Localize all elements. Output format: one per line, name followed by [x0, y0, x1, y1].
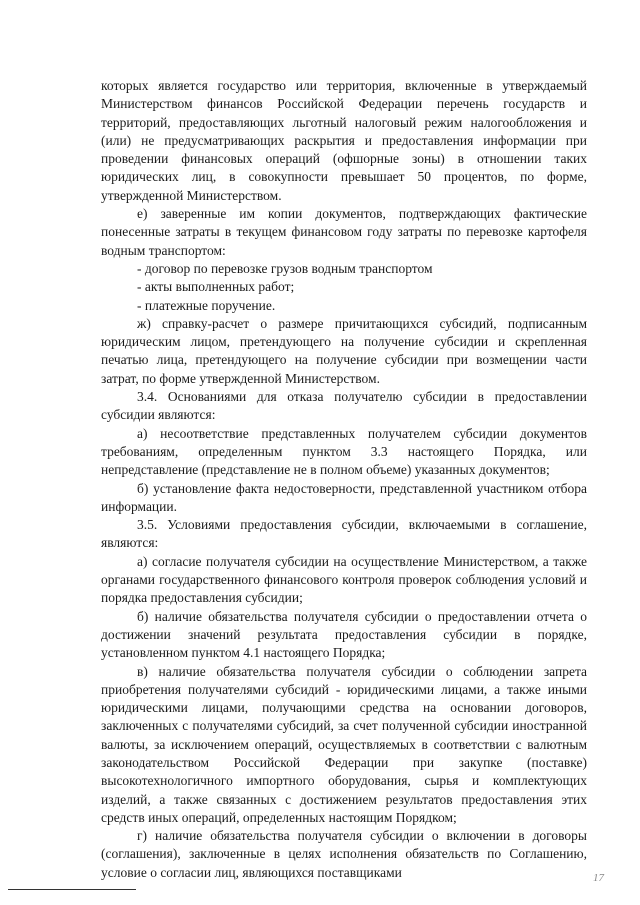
- page-number: 17: [593, 872, 604, 884]
- paragraph-3-4-a: а) несоответствие представленных получателем субсидии документов требованиям, определенным пунктом 3.3 настоящего Порядка, или непредставление (представление не в полном объеме) указанных документов;: [101, 425, 587, 478]
- list-item-contract: - договор по перевозке грузов водным транспортом: [137, 260, 433, 276]
- paragraph-3-5-g: г) наличие обязательства получателя субсидии о включении в договоры (соглашения), заключенные в целях исполнения обязательств по Соглашению, условие о согласии лиц, являющихся поставщиками: [101, 828, 587, 880]
- paragraph-3-5-v: в) наличие обязательства получателя субсидии о соблюдении запрета приобретения получателями субсидий - юридическими лицами, а также иными юридическими лицами, получающими средства на основании договоров, заключенных с получателями субсидий, за счет полученной субсидии иностранной валюты, за исключением операций, осуществляемых в соответствии с валютным законодательством Российской Федерации при закупке (поставке) высокотехнологичного импортного оборудования, сырья и комплектующих изделий, а также связанных с достижением результатов предоставления этих средств иных операций, определенных настоящим Порядком;: [101, 663, 587, 825]
- list-item-payment-orders: - платежные поручение.: [137, 297, 276, 313]
- paragraph-3-5-b: б) наличие обязательства получателя субсидии о предоставлении отчета о достижении значений результата предоставления субсидии в порядке, установленном пунктом 4.1 настоящего Порядка;: [101, 608, 587, 661]
- paragraph-3-5: 3.5. Условиями предоставления субсидии, включаемыми в соглашение, являются:: [101, 517, 587, 551]
- paragraph-3-4-b: б) установление факта недостоверности, представленной участником отбора информации.: [101, 480, 587, 514]
- paragraph-item-zh: ж) справку-расчет о размере причитающихся субсидий, подписанным юридическим лицом, претендующего на получение субсидии и скрепленная печатью лица, претендующего на получение субсидии при возмещении части затрат, по форме утвержденной Министерством.: [101, 315, 587, 386]
- paragraph-item-e: е) заверенные им копии документов, подтверждающих фактические понесенные затраты в текущем финансовом году затраты по перевозке картофеля водным транспортом:: [101, 206, 587, 258]
- paragraph-3-4: 3.4. Основаниями для отказа получателю субсидии в предоставлении субсидии являются:: [101, 389, 587, 423]
- document-body: [101, 77, 587, 882]
- paragraph-3-5-a: а) согласие получателя субсидии на осуществление Министерством, а также органами государственного финансового контроля проверок соблюдения условий и порядка предоставления субсидии;: [101, 553, 587, 606]
- footer-rule: [8, 889, 136, 890]
- paragraph-continuation: которых является государство или территория, включенные в утверждаемый Министерством финансов Российской Федерации перечень государств и территорий, предоставляющих льготный налоговый режим налогообложения и (или) не предусматривающих раскрытия и предоставления информации при проведении финансовых операций (офшорные зоны) в отношении таких юридических лиц, в совокупности превышает 50 процентов, по форме, утвержденной Министерством.: [101, 78, 587, 203]
- list-item-acts: - акты выполненных работ;: [137, 279, 295, 295]
